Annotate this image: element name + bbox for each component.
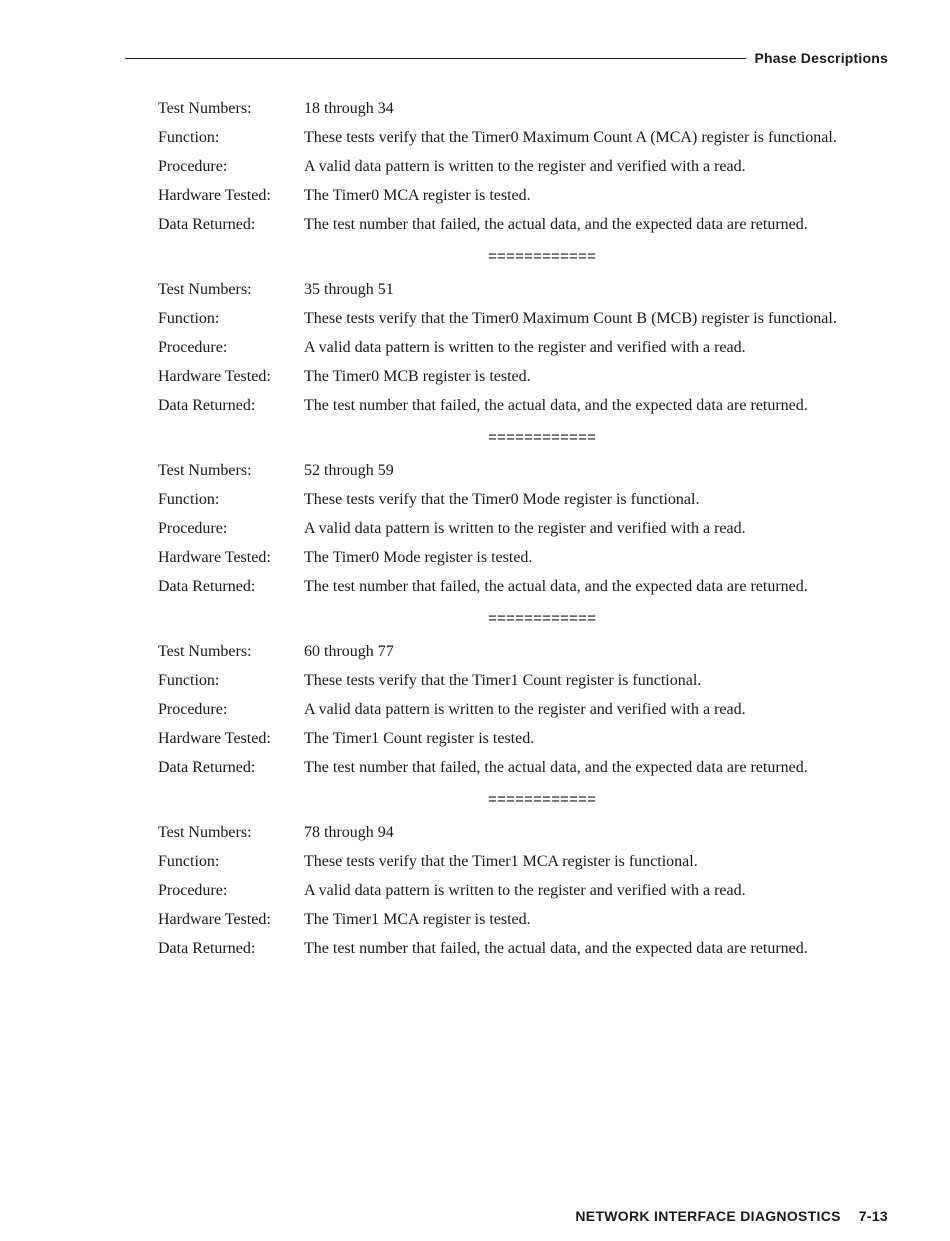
test-numbers-row [158, 461, 898, 480]
procedure-row [158, 338, 898, 357]
procedure-value: A valid data pattern is written to the register and verified with a read. [304, 882, 746, 899]
data-returned-label: Data Returned: [158, 940, 256, 957]
procedure-value: A valid data pattern is written to the register and verified with a read. [304, 701, 746, 718]
footer-section-title: NETWORK INTERFACE DIAGNOSTICS [575, 1208, 841, 1224]
header-title: Phase Descriptions [754, 50, 888, 66]
function-row [158, 490, 898, 509]
procedure-label: Procedure: [158, 520, 228, 537]
data-returned-value: The test number that failed, the actual data, and the expected data are returned. [304, 397, 808, 414]
hardware-tested-label: Hardware Tested: [158, 730, 271, 747]
test-numbers-value: 60 through 77 [304, 643, 394, 660]
page-number: 7-13 [858, 1208, 888, 1224]
test-entry [158, 99, 898, 234]
hardware-tested-label: Hardware Tested: [158, 187, 271, 204]
data-returned-row [158, 758, 898, 777]
test-numbers-label: Test Numbers: [158, 281, 252, 298]
hardware-tested-row [158, 729, 898, 748]
test-numbers-row [158, 280, 898, 299]
hardware-tested-value: The Timer0 Mode register is tested. [304, 549, 533, 566]
function-row [158, 309, 898, 328]
function-value: These tests verify that the Timer0 Maximum Count B (MCB) register is functional. [304, 310, 837, 327]
procedure-value: A valid data pattern is written to the register and verified with a read. [304, 520, 746, 537]
procedure-row [158, 519, 898, 538]
procedure-row [158, 700, 898, 719]
data-returned-value: The test number that failed, the actual data, and the expected data are returned. [304, 940, 808, 957]
hardware-tested-value: The Timer0 MCA register is tested. [304, 187, 531, 204]
data-returned-row [158, 577, 898, 596]
function-value: These tests verify that the Timer1 Count register is functional. [304, 672, 702, 689]
entry-separator: ============ [487, 430, 597, 447]
hardware-tested-value: The Timer1 MCA register is tested. [304, 911, 531, 928]
entry-separator: ============ [487, 611, 597, 628]
function-value: These tests verify that the Timer0 Mode register is functional. [304, 491, 700, 508]
test-numbers-row [158, 99, 898, 118]
procedure-row [158, 881, 898, 900]
hardware-tested-label: Hardware Tested: [158, 368, 271, 385]
test-numbers-row [158, 823, 898, 842]
function-label: Function: [158, 310, 220, 327]
function-value: These tests verify that the Timer0 Maximum Count A (MCA) register is functional. [304, 129, 837, 146]
procedure-label: Procedure: [158, 339, 228, 356]
procedure-value: A valid data pattern is written to the register and verified with a read. [304, 158, 746, 175]
hardware-tested-row [158, 367, 898, 386]
function-row [158, 128, 898, 147]
data-returned-label: Data Returned: [158, 759, 256, 776]
page-header [125, 48, 888, 68]
data-returned-value: The test number that failed, the actual data, and the expected data are returned. [304, 759, 808, 776]
procedure-row [158, 157, 898, 176]
test-numbers-value: 35 through 51 [304, 281, 394, 298]
hardware-tested-label: Hardware Tested: [158, 549, 271, 566]
test-numbers-row [158, 642, 898, 661]
test-entry [158, 461, 898, 596]
test-descriptions [158, 99, 898, 968]
data-returned-value: The test number that failed, the actual data, and the expected data are returned. [304, 578, 808, 595]
test-numbers-value: 78 through 94 [304, 824, 394, 841]
entry-separator: ============ [487, 249, 597, 266]
function-label: Function: [158, 853, 220, 870]
page-footer [575, 1208, 888, 1224]
test-entry [158, 642, 898, 777]
entry-separator: ============ [487, 792, 597, 809]
function-value: These tests verify that the Timer1 MCA register is functional. [304, 853, 698, 870]
test-numbers-value: 18 through 34 [304, 100, 394, 117]
function-row [158, 852, 898, 871]
test-entry [158, 280, 898, 415]
procedure-label: Procedure: [158, 701, 228, 718]
procedure-value: A valid data pattern is written to the register and verified with a read. [304, 339, 746, 356]
data-returned-row [158, 939, 898, 958]
hardware-tested-row [158, 910, 898, 929]
function-label: Function: [158, 672, 220, 689]
header-rule [125, 58, 746, 59]
procedure-label: Procedure: [158, 158, 228, 175]
data-returned-label: Data Returned: [158, 216, 256, 233]
test-numbers-label: Test Numbers: [158, 100, 252, 117]
function-label: Function: [158, 129, 220, 146]
data-returned-row [158, 396, 898, 415]
test-numbers-label: Test Numbers: [158, 643, 252, 660]
function-row [158, 671, 898, 690]
function-label: Function: [158, 491, 220, 508]
hardware-tested-label: Hardware Tested: [158, 911, 271, 928]
test-numbers-value: 52 through 59 [304, 462, 394, 479]
hardware-tested-row [158, 548, 898, 567]
hardware-tested-value: The Timer1 Count register is tested. [304, 730, 535, 747]
procedure-label: Procedure: [158, 882, 228, 899]
data-returned-label: Data Returned: [158, 578, 256, 595]
data-returned-value: The test number that failed, the actual data, and the expected data are returned. [304, 216, 808, 233]
test-entry [158, 823, 898, 958]
test-numbers-label: Test Numbers: [158, 462, 252, 479]
hardware-tested-value: The Timer0 MCB register is tested. [304, 368, 531, 385]
data-returned-row [158, 215, 898, 234]
data-returned-label: Data Returned: [158, 397, 256, 414]
test-numbers-label: Test Numbers: [158, 824, 252, 841]
hardware-tested-row [158, 186, 898, 205]
